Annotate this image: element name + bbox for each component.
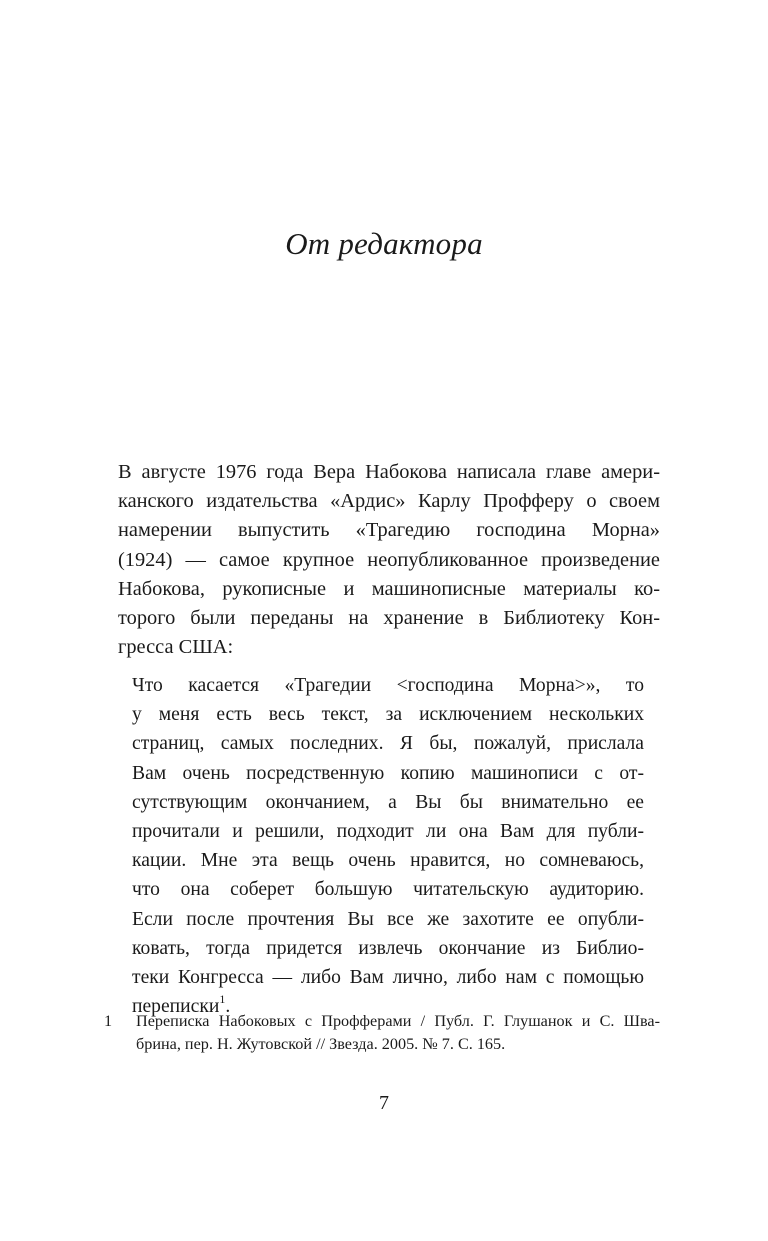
quote-line: сутствующим окончанием, а Вы бы внимательно ее bbox=[132, 791, 644, 813]
intro-paragraph bbox=[118, 458, 660, 662]
footnote-line: Переписка Набоковых с Профферами / Публ. Г. Глушанок и С. Шва- bbox=[136, 1012, 660, 1030]
quote-line: что она соберет большую читательскую аудиторию. bbox=[132, 879, 644, 901]
quote-line: ковать, тогда придется извлечь окончание из Библио- bbox=[132, 937, 644, 959]
paragraph-line: торого были переданы на хранение в Библиотеку Кон- bbox=[118, 607, 660, 630]
chapter-title: От редактора bbox=[285, 226, 483, 261]
paragraph-line: канского издательства «Ардис» Карлу Профферу о своем bbox=[118, 490, 660, 513]
paragraph-line: гресса США: bbox=[118, 636, 234, 659]
page-number: 7 bbox=[379, 1092, 389, 1114]
footnote-reference[interactable]: 1 bbox=[219, 991, 226, 1006]
footnote-text bbox=[136, 1010, 660, 1056]
paragraph-line: В августе 1976 года Вера Набокова написала главе амери- bbox=[118, 461, 660, 483]
block-quote bbox=[132, 671, 644, 1021]
quote-line: прочитали и решили, подходит ли она Вам для публи- bbox=[132, 821, 644, 843]
quote-last-text: переписки bbox=[132, 996, 220, 1018]
quote-line: кации. Мне эта вещь очень нравится, но сомневаюсь, bbox=[132, 850, 644, 872]
quote-line: Вам очень посредственную копию машинописи с от- bbox=[132, 762, 644, 784]
quote-end-punctuation: . bbox=[225, 996, 231, 1018]
quote-line: теки Конгресса — либо Вам лично, либо нам с помощью bbox=[132, 967, 644, 989]
paragraph-line: (1924) — самое крупное неопубликованное произведение bbox=[118, 548, 660, 571]
quote-line: страниц, самых последних. Я бы, пожалуй, прислала bbox=[132, 733, 644, 755]
quote-line: у меня есть весь текст, за исключением нескольких bbox=[132, 704, 644, 726]
quote-line: Если после прочтения Вы все же захотите ее опубли- bbox=[132, 908, 644, 930]
quote-line: Что касается «Трагедии <господина Морна>», то bbox=[132, 675, 644, 696]
footnote-line: брина, пер. Н. Жутовской // Звезда. 2005. № 7. С. 165. bbox=[136, 1035, 506, 1053]
paragraph-line: намерении выпустить «Трагедию господина Морна» bbox=[118, 519, 660, 542]
paragraph-line: Набокова, рукописные и машинописные материалы ко- bbox=[118, 577, 660, 600]
footnote-number: 1 bbox=[104, 1012, 113, 1030]
